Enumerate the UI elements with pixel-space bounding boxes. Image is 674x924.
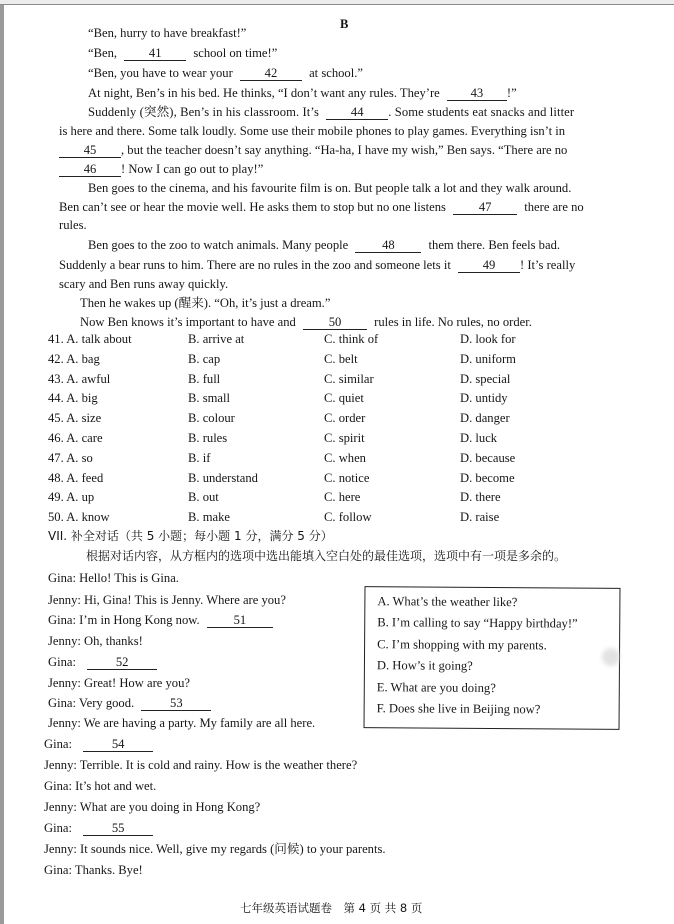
option-b: B. small [188,391,230,406]
passage-line [88,85,517,101]
dialogue-line: Jenny: Great! How are you? [48,676,190,690]
passage-line: rules. [59,218,87,232]
option-b: B. rules [188,431,228,445]
text: ! Now I can go out to play!” [121,162,264,176]
passage-line [88,237,560,253]
blank-52: 52 [87,656,157,670]
section7-heading: VII. 补全对话（共 5 小题；每小题 1 分，满分 5 分） [48,529,333,543]
option-d: D. special [460,371,511,386]
option-c: C. belt [324,351,358,366]
option-d: D. because [460,450,516,465]
text: at school.” [309,66,363,80]
dialogue-line: Jenny: We are having a party. My family are all here. [48,716,316,730]
dialogue-line [48,654,157,670]
choice-item: D. How’s it going? [376,658,473,673]
dialogue-line: Gina: It’s hot and wet. [44,779,157,793]
text: Gina: Very good. [48,696,135,710]
passage-line: Then he wakes up (醒来). “Oh, it’s just a dream.” [80,296,331,310]
passage-line [59,199,584,215]
dialogue-line: Jenny: Hi, Gina! This is Jenny. Where are you? [48,593,286,607]
blank-54: 54 [83,738,153,752]
dialogue-line [48,695,211,711]
option-d: D. look for [460,332,516,346]
option-c: C. notice [324,470,370,485]
choice-item: E. What are you doing? [376,680,496,696]
passage-line [88,45,277,61]
blank-49: 49 [458,259,520,273]
option-a: 42. A. bag [48,351,100,366]
text: rules in life. No rules, no order. [374,315,532,329]
text: ! It’s really [519,258,576,272]
dialogue-line [44,736,153,752]
option-b: B. full [188,371,221,386]
passage-line [59,161,263,177]
option-d: D. become [460,470,515,485]
passage-line: is here and there. Some talk loudly. Some use their mobile phones to play games. Everything isn’t in [59,124,566,138]
text: them there. Ben feels bad. [428,238,561,252]
text: there are no [524,200,584,214]
choice-box [364,586,621,730]
blank-48: 48 [355,239,421,253]
option-a: 48. A. feed [48,470,104,485]
option-c: C. here [324,490,361,505]
choice-item: C. I’m shopping with my parents. [377,637,547,653]
option-d: D. danger [460,411,510,426]
passage-line [88,65,363,81]
option-a: 46. A. care [48,431,103,445]
dialogue-line [48,612,273,628]
dialogue-line: Jenny: What are you doing in Hong Kong? [44,800,261,814]
section-letter: B [340,17,349,31]
text: , but the teacher doesn’t say anything. “Ha-ha, I have my wish,” Ben says. “There are no [121,143,568,157]
section-heading [48,528,333,544]
option-b: B. arrive at [188,332,245,346]
option-b: B. make [188,510,230,525]
section-instruction [86,548,566,564]
text: Gina: I’m in Hong Kong now. [48,613,200,627]
passage-line [59,257,575,273]
dialogue-line: Jenny: It sounds nice. Well, give my regards (问候) to your parents. [44,842,386,856]
text: Suddenly a bear runs to him. There are no rules in the zoo and someone lets it [59,258,451,272]
option-a: 44. A. big [48,391,98,406]
option-a: 45. A. size [48,411,102,426]
text: At night, Ben’s in his bed. He thinks, “I don’t want any rules. They’re [88,86,440,100]
blank-42: 42 [240,67,302,81]
option-c: C. think of [324,332,379,346]
choice-item: F. Does she live in Beijing now? [376,701,541,717]
passage-line: Ben goes to the cinema, and his favourite film is on. But people talk a lot and they walk around. [88,181,572,195]
option-a: 43. A. awful [48,371,111,386]
option-c: C. spirit [324,431,365,445]
option-c: C. order [324,411,366,426]
blank-45: 45 [59,144,121,158]
text: Suddenly (突然), Ben’s in his classroom. It’s [88,105,319,119]
text: “Ben, [88,46,118,60]
option-a: 41. A. talk about [48,332,132,346]
text: Ben can’t see or hear the movie well. He asks them to stop but no one listens [59,200,446,214]
option-c: C. when [324,450,366,465]
option-a: 50. A. know [48,510,110,525]
option-b: B. understand [188,470,258,485]
option-c: C. quiet [324,391,364,406]
option-d: D. luck [460,431,498,445]
dialogue-line [44,820,153,836]
text: Gina: [44,737,72,751]
option-d: D. raise [460,510,500,525]
passage-line [88,104,574,120]
dialogue-line: Gina: Hello! This is Gina. [48,571,179,585]
blank-50: 50 [303,316,367,330]
blank-41: 41 [124,47,186,61]
page-footer: 七年级英语试题卷 第 4 页 共 8 页 [240,901,423,915]
text: !” [506,86,517,100]
choice-item: B. I’m calling to say “Happy birthday!” [377,615,578,631]
text: Now Ben knows it’s important to have and [80,315,296,329]
text: . Some students eat snacks and litter [388,105,575,119]
text: Gina: [44,821,72,835]
option-d: D. there [460,490,501,505]
dialogue-line: Jenny: Oh, thanks! [48,634,143,648]
blank-43: 43 [447,87,507,101]
text: “Ben, you have to wear your [88,66,233,80]
option-d: D. untidy [460,391,508,406]
option-d: D. uniform [460,351,516,366]
option-b: B. cap [188,351,221,366]
option-c: C. similar [324,371,374,386]
option-b: B. out [188,490,219,505]
text: Ben goes to the zoo to watch animals. Many people [88,238,349,252]
blank-46: 46 [59,163,121,177]
blank-55: 55 [83,822,153,836]
passage-line: “Ben, hurry to have breakfast!” [88,26,247,40]
section7-instruction: 根据对话内容，从方框内的选项中选出能填入空白处的最佳选项，选项中有一项是多余的。 [86,549,567,563]
dialogue-line: Gina: Thanks. Bye! [44,863,143,877]
option-b: B. colour [188,411,235,426]
blank-44: 44 [326,106,388,120]
option-a: 47. A. so [48,450,93,465]
blank-47: 47 [453,201,517,215]
blank-51: 51 [207,614,273,628]
exam-page [4,5,674,924]
passage-line: scary and Ben runs away quickly. [59,277,229,291]
choice-item: A. What’s the weather like? [377,594,518,610]
blank-53: 53 [141,697,211,711]
text: school on time!” [193,46,278,60]
text: Gina: [48,655,76,669]
passage-line [59,142,567,158]
scan-smudge [602,648,620,666]
option-b: B. if [188,450,211,465]
dialogue-line: Jenny: Terrible. It is cold and rainy. How is the weather there? [44,758,358,772]
option-a: 49. A. up [48,490,95,505]
option-c: C. follow [324,510,372,525]
passage-line [80,314,532,330]
